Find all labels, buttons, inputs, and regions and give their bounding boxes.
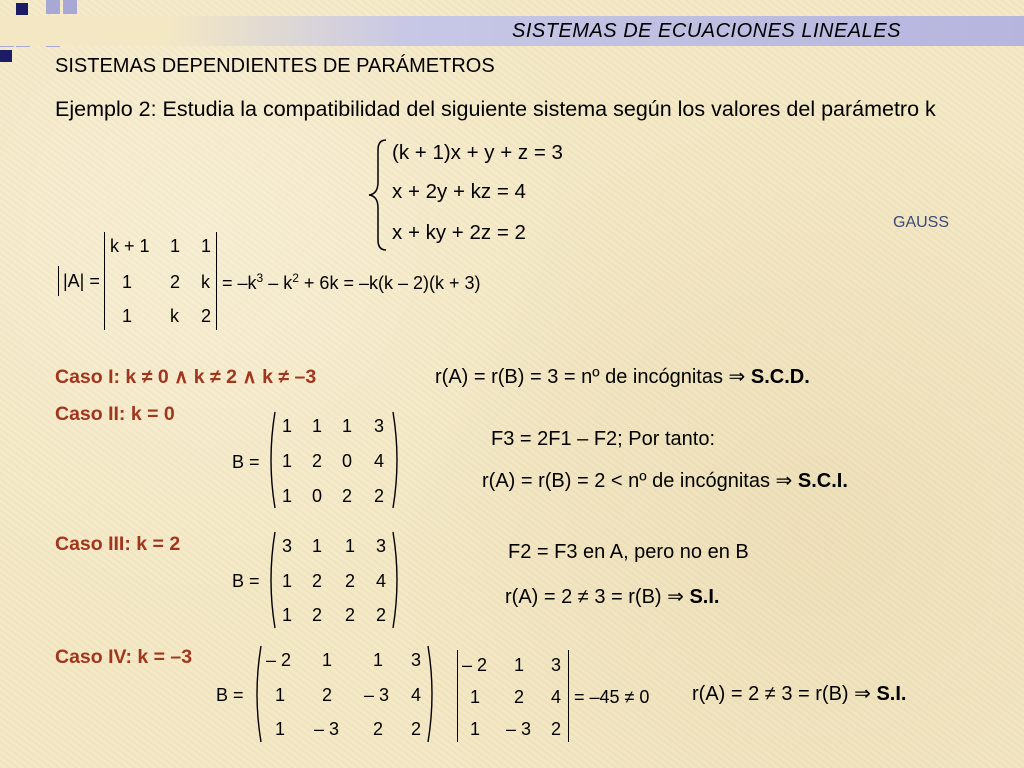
det-a-cell: 2	[170, 272, 181, 292]
case3-matrix-cell: 2	[376, 605, 387, 625]
gauss-label: GAUSS	[893, 214, 950, 231]
system-equation-3: x + ky + 2z = 2	[392, 221, 526, 244]
case4-matrix-paren-left	[252, 644, 262, 744]
det-a-bar-left	[104, 232, 105, 330]
case4-det-cell: – 3	[506, 719, 532, 739]
case4-det-cell: 1	[470, 687, 481, 707]
system-equation-1: (k + 1)x + y + z = 3	[392, 141, 563, 164]
case3-matrix-cell: 4	[376, 571, 387, 591]
case4-result	[692, 681, 906, 706]
case2-result	[482, 468, 848, 493]
case2-matrix-cell: 1	[312, 416, 323, 436]
case3-matrix-cell: 2	[345, 605, 356, 625]
det-a-lhs-bar-left	[58, 266, 59, 296]
case4-matrix-cell: – 2	[266, 650, 292, 670]
case3-matrix-cell: 3	[376, 536, 387, 556]
det-a-expression-part1: = –k	[222, 273, 257, 293]
case4-det-cell: 4	[551, 687, 562, 707]
case2-matrix-cell: 1	[342, 416, 353, 436]
case2-note: F3 = 2F1 – F2; Por tanto:	[491, 428, 716, 450]
case2-matrix-cell: 0	[342, 451, 353, 471]
case2-matrix-cell: 1	[282, 451, 293, 471]
case2-result-classification: S.C.I.	[797, 470, 848, 492]
case3-matrix-cell: 1	[345, 536, 356, 556]
case4-det-bar-left	[457, 650, 458, 742]
case4-matrix-cell: 2	[322, 685, 333, 705]
det-a-expression-exp1: 3	[256, 271, 264, 285]
case4-matrix-cell: – 3	[314, 719, 340, 739]
case4-result-classification: S.I.	[876, 683, 907, 705]
case3-result-text: r(A) = 2 ≠ 3 = r(B) ⇒	[505, 586, 690, 608]
case3-result	[505, 584, 719, 609]
case2-result-text: r(A) = r(B) = 2 < nº de incógnitas ⇒	[482, 470, 798, 492]
case3-matrix-label: B =	[232, 571, 260, 591]
case2-matrix-paren-right	[392, 410, 402, 510]
case4-det-bar-right	[568, 650, 569, 742]
case2-matrix-cell: 0	[312, 486, 323, 506]
case4-matrix-paren-right	[427, 644, 437, 744]
system-equation-2: x + 2y + kz = 4	[392, 180, 526, 203]
det-a-cell: k + 1	[110, 236, 150, 256]
corner-square-8	[0, 50, 12, 62]
det-a-bar-right	[216, 232, 217, 330]
slide-header: SISTEMAS DE ECUACIONES LINEALES	[512, 20, 901, 42]
case3-label: Caso III: k = 2	[55, 533, 181, 555]
det-a-expression-exp2: 2	[292, 271, 299, 285]
case3-matrix-paren-right	[392, 530, 402, 630]
case3-matrix-cell: 3	[282, 536, 293, 556]
case4-matrix-cell: 1	[275, 719, 286, 739]
det-a-cell: k	[170, 306, 179, 326]
case3-matrix-paren-left	[266, 530, 276, 630]
case4-matrix-cell: 3	[411, 650, 422, 670]
case4-det-cell: 2	[514, 687, 525, 707]
corner-square-3	[63, 0, 77, 14]
case4-det-cell: – 2	[462, 655, 488, 675]
case3-matrix-cell: 2	[312, 605, 323, 625]
case2-matrix-cell: 2	[374, 486, 385, 506]
case4-det-cell: 1	[470, 719, 481, 739]
case4-det-value: = –45 ≠ 0	[574, 687, 650, 707]
det-a-cell: 1	[122, 272, 133, 292]
corner-square-1	[16, 3, 28, 15]
case4-label: Caso IV: k = –3	[55, 646, 193, 668]
case4-matrix-cell: 1	[322, 650, 333, 670]
case4-matrix-cell: 1	[275, 685, 286, 705]
case3-matrix-cell: 1	[282, 571, 293, 591]
det-a-cell: 2	[201, 306, 212, 326]
case3-note: F2 = F3 en A, pero no en B	[508, 541, 749, 563]
case1-result	[435, 364, 810, 389]
case4-matrix-cell: 1	[373, 650, 384, 670]
system-brace	[366, 138, 390, 252]
case4-det-cell: 2	[551, 719, 562, 739]
det-a-expression	[222, 271, 481, 294]
case1-result-classification: S.C.D.	[750, 366, 810, 388]
case2-matrix-cell: 4	[374, 451, 385, 471]
det-a-cell: 1	[170, 236, 181, 256]
section-subtitle: SISTEMAS DEPENDIENTES DE PARÁMETROS	[55, 55, 495, 77]
case4-det-cell: 3	[551, 655, 562, 675]
det-a-cell: k	[201, 272, 210, 292]
case4-matrix-cell: 2	[411, 719, 422, 739]
corner-square-2	[46, 0, 60, 14]
case3-matrix-cell: 2	[345, 571, 356, 591]
case2-matrix-paren-left	[266, 410, 276, 510]
case2-matrix-cell: 1	[282, 416, 293, 436]
case3-matrix-cell: 1	[282, 605, 293, 625]
case2-matrix-label: B =	[232, 452, 260, 472]
case1-label: Caso I: k ≠ 0 ∧ k ≠ 2 ∧ k ≠ –3	[55, 366, 317, 388]
case4-det-cell: 1	[514, 655, 525, 675]
case2-label: Caso II: k = 0	[55, 403, 175, 425]
case4-matrix-cell: 2	[373, 719, 384, 739]
case2-matrix-cell: 2	[312, 451, 323, 471]
case4-matrix-cell: 4	[411, 685, 422, 705]
case4-matrix-cell: – 3	[364, 685, 390, 705]
case3-matrix-cell: 2	[312, 571, 323, 591]
case4-result-text: r(A) = 2 ≠ 3 = r(B) ⇒	[692, 683, 877, 705]
case1-result-text: r(A) = r(B) = 3 = nº de incógnitas ⇒	[435, 366, 751, 388]
case3-result-classification: S.I.	[689, 586, 720, 608]
det-a-cell: 1	[122, 306, 133, 326]
det-a-cell: 1	[201, 236, 212, 256]
det-a-lhs: |A| =	[63, 271, 100, 291]
case3-matrix-cell: 1	[312, 536, 323, 556]
case2-matrix-cell: 1	[282, 486, 293, 506]
case4-matrix-label: B =	[216, 685, 244, 705]
case2-matrix-cell: 2	[342, 486, 353, 506]
example-statement: Ejemplo 2: Estudia la compatibilidad del siguiente sistema según los valores del parámetro k	[55, 97, 936, 121]
case2-matrix-cell: 3	[374, 416, 385, 436]
det-a-expression-part3: + 6k = –k(k – 2)(k + 3)	[298, 273, 481, 293]
det-a-expression-part2: – k	[263, 273, 293, 293]
